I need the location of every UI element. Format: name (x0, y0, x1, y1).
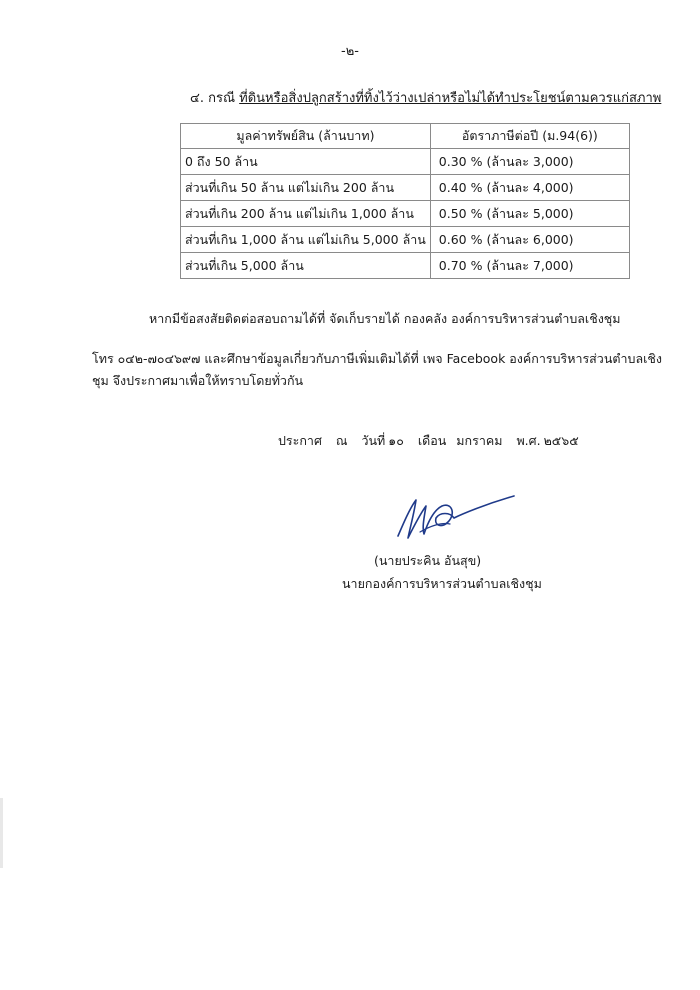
signature-image (390, 492, 520, 547)
day-label: วันที่ (361, 433, 386, 448)
table-row (181, 201, 630, 227)
signer-title: นายกองค์การบริหารส่วนตำบลเชิงชุม (342, 576, 542, 591)
table-row (181, 227, 630, 253)
scan-edge-mark (0, 798, 3, 868)
section-prefix: ๔. กรณี (190, 91, 240, 106)
table-row (181, 175, 630, 201)
value-range-cell: 0 ถึง 50 ล้าน (181, 149, 431, 175)
tax-rate-cell: 0.60 % (ล้านละ 6,000) (430, 227, 629, 253)
contact-line-2: โทร ๐๔๒-๗๐๔๖๙๗ และศึกษาข้อมูลเกี่ยวกับภาษีเพิ่มเติมได้ที่ เพจ Facebook องค์การบริหารส่วนตำบลเชิง (92, 351, 662, 366)
table-row (181, 149, 630, 175)
month-value: มกราคม (456, 433, 503, 448)
table-header-row (181, 124, 630, 149)
value-range-cell: ส่วนที่เกิน 50 ล้าน แต่ไม่เกิน 200 ล้าน (181, 175, 431, 201)
signer-name: (นายประคิน อันสุข) (374, 553, 482, 568)
value-range-cell: ส่วนที่เกิน 1,000 ล้าน แต่ไม่เกิน 5,000 ล้าน (181, 227, 431, 253)
contact-line-1: หากมีข้อสงสัยติดต่อสอบถามได้ที่ จัดเก็บรายได้ กองคลัง องค์การบริหารส่วนตำบลเชิงชุม (149, 311, 621, 326)
month-label: เดือน (417, 433, 447, 448)
value-range-cell: ส่วนที่เกิน 200 ล้าน แต่ไม่เกิน 1,000 ล้าน (181, 201, 431, 227)
header-property-value: มูลค่าทรัพย์สิน (ล้านบาท) (181, 124, 431, 149)
announcement-date (278, 431, 589, 451)
year-label: พ.ศ. (516, 433, 541, 448)
day-value: ๑๐ (388, 433, 404, 448)
tax-rate-cell: 0.70 % (ล้านละ 7,000) (430, 253, 629, 279)
header-tax-rate: อัตราภาษีต่อปี (ม.94(6)) (430, 124, 629, 149)
table-row (181, 253, 630, 279)
tax-rate-table (180, 123, 630, 279)
tax-rate-cell: 0.40 % (ล้านละ 4,000) (430, 175, 629, 201)
announce-at: ณ (335, 433, 348, 448)
year-value: ๒๕๖๕ (543, 433, 579, 448)
section-heading (190, 87, 661, 108)
contact-line-3: ชุม จึงประกาศมาเพื่อให้ทราบโดยทั่วกัน (92, 373, 304, 388)
section-title: ที่ดินหรือสิ่งปลูกสร้างที่ทิ้งไว้ว่างเปล่าหรือไม่ได้ทำประโยชน์ตามควรแก่สภาพ (239, 91, 662, 106)
tax-rate-cell: 0.50 % (ล้านละ 5,000) (430, 201, 629, 227)
announce-label: ประกาศ (278, 433, 322, 448)
page-number: -๒- (341, 44, 359, 59)
value-range-cell: ส่วนที่เกิน 5,000 ล้าน (181, 253, 431, 279)
tax-rate-cell: 0.30 % (ล้านละ 3,000) (430, 149, 629, 175)
